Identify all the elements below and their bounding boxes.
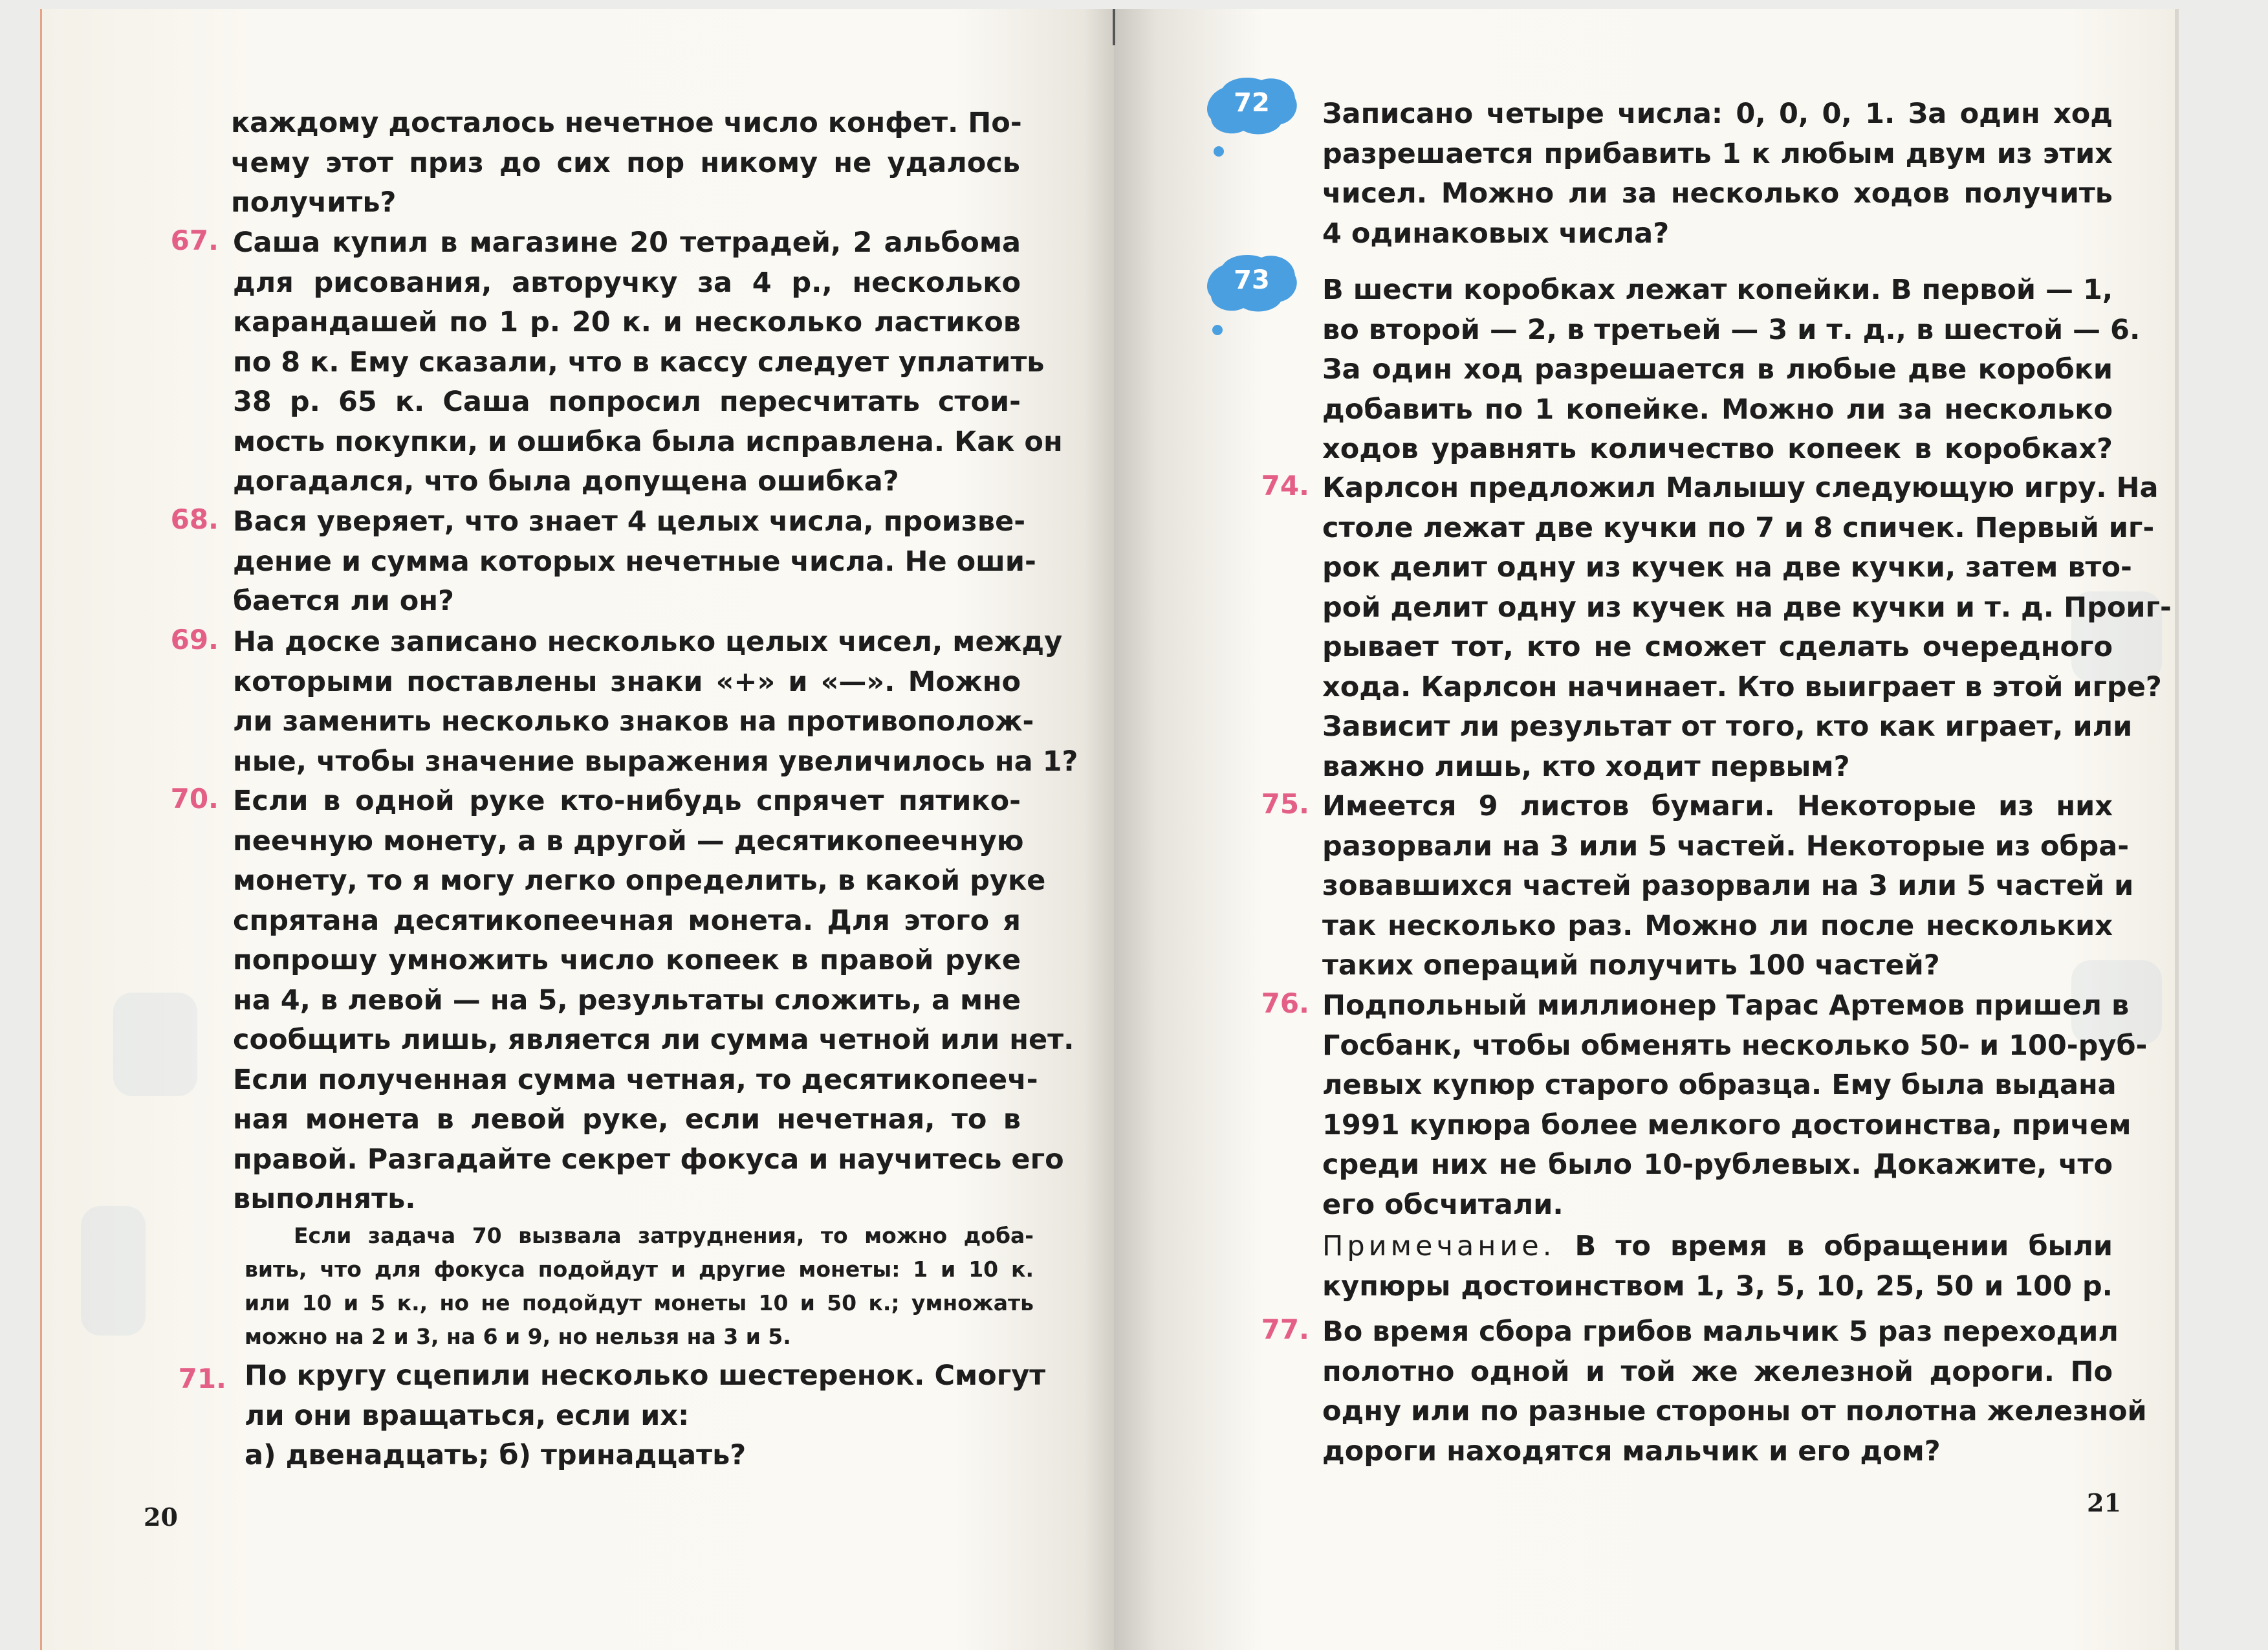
hint-70: Если задача 70 вызвала затруднения, то можно доба- вить, что для фокуса подойдут и другие монеты: 1 и 10 к. или 10 и 5 к., но не подойдут монеты 10 и 50 к.; умножать можно на 2 и 3, на 6 и 9, но нельзя на 3 и 5. bbox=[245, 1223, 1034, 1349]
badge-number: 73 bbox=[1234, 265, 1270, 295]
problem-number-75: 75. bbox=[1261, 788, 1309, 820]
spine-mark bbox=[1113, 9, 1115, 45]
bleed-through-shadow bbox=[113, 993, 197, 1096]
problem-69: На доске записано несколько целых чисел, между которыми поставлены знаки «+» и «—». Можно ли заменить несколько знаков на противополож- ные, чтобы значение выражения увеличилось на 1? bbox=[233, 626, 1078, 778]
note-label: Примечание. bbox=[1322, 1230, 1556, 1262]
problem-number-71: 71. bbox=[178, 1363, 226, 1394]
bleed-through-shadow bbox=[81, 1206, 146, 1336]
intro-text: каждому досталось нечетное число конфет. По- чему этот приз до сих пор никому не удалось получить? bbox=[231, 107, 1022, 219]
problem-number-67: 67. bbox=[170, 225, 219, 256]
problem-70: Если в одной руке кто-нибудь спрячет пятико- пеечную монету, а в другой — десятикопеечную монету, то я могу легко определить, в какой руке спрятана десятикопеечная монета. Для этого я попрошу умножить число копеек в правой руке на 4, в левой — на 5, результаты сложить, а мне сообщить лишь, является ли сумма четной или нет. Если полученная сумма четная, то десятикопееч- ная монета в левой руке, если нечетная, то в правой. Разгадайте секрет фокуса и научитесь его выполнять. bbox=[233, 785, 1074, 1215]
problem-number-69: 69. bbox=[170, 624, 219, 655]
problem-number-70: 70. bbox=[170, 783, 219, 815]
badge-72 bbox=[1203, 75, 1300, 153]
problem-67: Саша купил в магазине 20 тетрадей, 2 альбома для рисования, авторучку за 4 р., несколько карандашей по 1 р. 20 к. и несколько ластиков по 8 к. Ему сказали, что в кассу следует уплатить 38 р. 65 к. Саша попросил пересчитать стои- мость покупки, и ошибка была исправлена. Как он догадался, что была допущена ошибка? bbox=[233, 226, 1063, 498]
note-76: Примечание. В то время в обращении были купюры достоинством 1, 3, 5, 10, 25, 50 и 100 р. bbox=[1322, 1230, 2113, 1303]
problem-73: В шести коробках лежат копейки. В первой — 1, во второй — 2, в третьей — 3 и т. д., в шестой — 6. За один ход разрешается в любые две коробки добавить по 1 копейке. Можно ли за несколько ходов уравнять количество копеек в коробках? bbox=[1322, 274, 2141, 465]
problem-71: По кругу сцепили несколько шестеренок. Смогут ли они вращаться, если их: а) двенадцать; б) тринадцать? bbox=[245, 1359, 1046, 1471]
badge-73 bbox=[1203, 252, 1300, 330]
badge-number: 72 bbox=[1234, 88, 1270, 118]
problem-76: Подпольный миллионер Тарас Артемов пришел в Госбанк, чтобы обменять несколько 50- и 100-руб- левых купюр старого образца. Ему была выдана 1991 купюра более мелкого достоинства, причем среди них не было 10-рублевых. Докажите, что его обсчитали. bbox=[1322, 989, 2148, 1221]
problem-number-76: 76. bbox=[1261, 987, 1309, 1019]
problem-number-68: 68. bbox=[170, 503, 219, 535]
page-number-right: 21 bbox=[2087, 1488, 2121, 1517]
page-number-left: 20 bbox=[144, 1502, 178, 1532]
problem-number-74: 74. bbox=[1261, 470, 1309, 501]
problem-77: Во время сбора грибов мальчик 5 раз переходил полотно одной и той же железной дороги. По одну или по разные стороны от полотна железной дороги находятся мальчик и его дом? bbox=[1322, 1315, 2147, 1468]
problem-68: Вася уверяет, что знает 4 целых числа, произве- дение и сумма которых нечетные числа. Не оши- бается ли он? bbox=[233, 505, 1036, 617]
problem-72: Записано четыре числа: 0, 0, 0, 1. За один ход разрешается прибавить 1 к любым двум из этих чисел. Можно ли за несколько ходов получить 4 одинаковых числа? bbox=[1322, 98, 2113, 250]
problem-75: Имеется 9 листов бумаги. Некоторые из них разорвали на 3 или 5 частей. Некоторые из обра- зовавшихся частей разорвали на 3 или 5 частей и так несколько раз. Можно ли после нескольких таких операций получить 100 частей? bbox=[1322, 790, 2134, 982]
note-text: В то время в обращении были bbox=[1555, 1230, 2113, 1262]
problem-74: Карлсон предложил Малышу следующую игру. На столе лежат две кучки по 7 и 8 спичек. Первый иг- рок делит одну из кучек на две кучки, затем вто- рой делит одну из кучек на две кучки и т. д. Проиг- рывает тот, кто не сможет сделать очередного хода. Карлсон начинает. Кто выиграет в этой игре? Зависит ли результат от того, кто как играет, или важно лишь, кто ходит первым? bbox=[1322, 472, 2172, 783]
problem-number-77: 77. bbox=[1261, 1314, 1309, 1345]
